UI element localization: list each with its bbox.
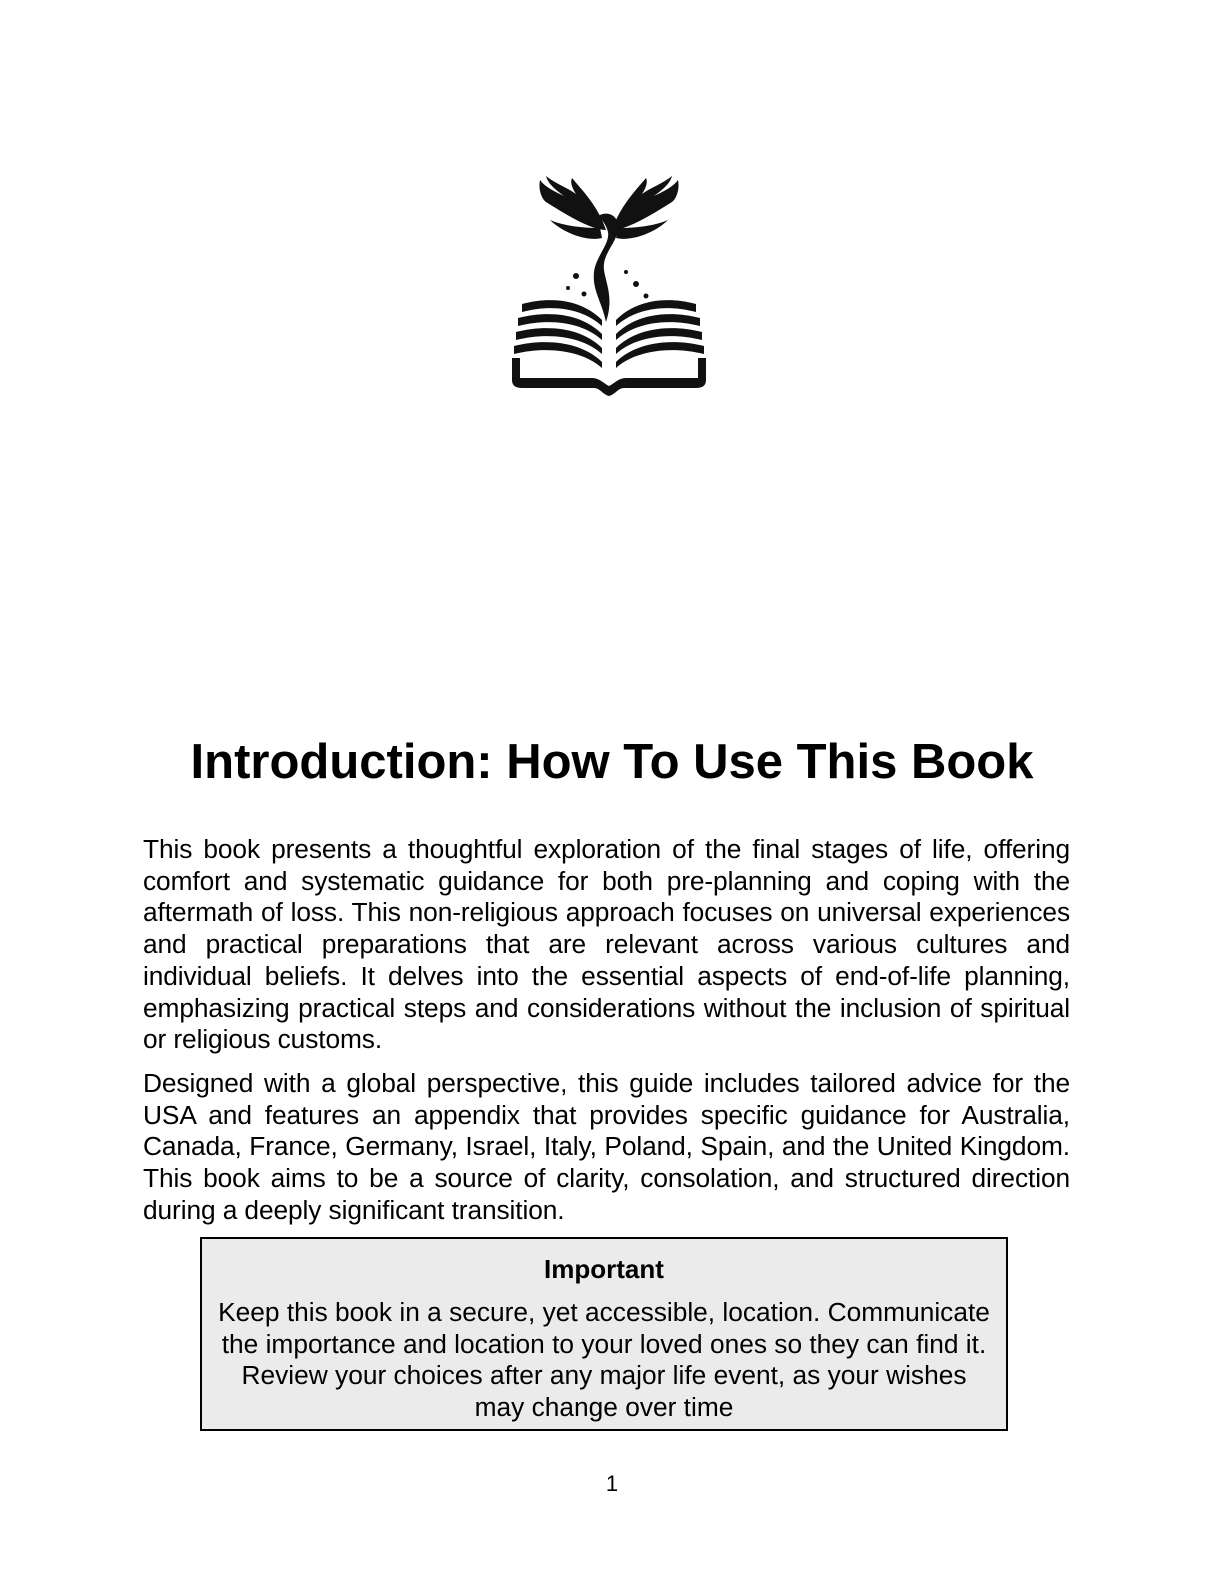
important-heading: Important: [544, 1254, 664, 1284]
intro-body: [143, 834, 1070, 1238]
intro-paragraph-2: Designed with a global perspective, this guide includes tailored advice for the USA and features an appendix that provides specific guidance for Australia, Canada, France, Germany, Israel, Italy, Poland, Spain, and the United Kingdom. This book aims to be a source of clarity, consolation, and structured direction during a deeply significant transition.: [143, 1067, 1070, 1225]
important-text: Keep this book in a secure, yet accessible, location. Communicate the importance and location to your loved ones so they can find it. Review your choices after any major life event, as your wishes may change over time: [218, 1297, 990, 1423]
page-number: 1: [605, 1471, 619, 1496]
important-callout: [200, 1237, 1008, 1431]
bird-over-open-book-icon: [502, 172, 716, 402]
intro-paragraph-1: This book presents a thoughtful exploration of the final stages of life, offering comfort and systematic guidance for both pre-planning and coping with the aftermath of loss. This non-religious approach focuses on universal experiences and practical preparations that are relevant across various cultures and individual beliefs. It delves into the essential aspects of end-of-life planning, emphasizing practical steps and considerations without the inclusion of spiritual or religious customs.: [143, 834, 1070, 1055]
page-title: Introduction: How To Use This Book: [190, 735, 1034, 789]
